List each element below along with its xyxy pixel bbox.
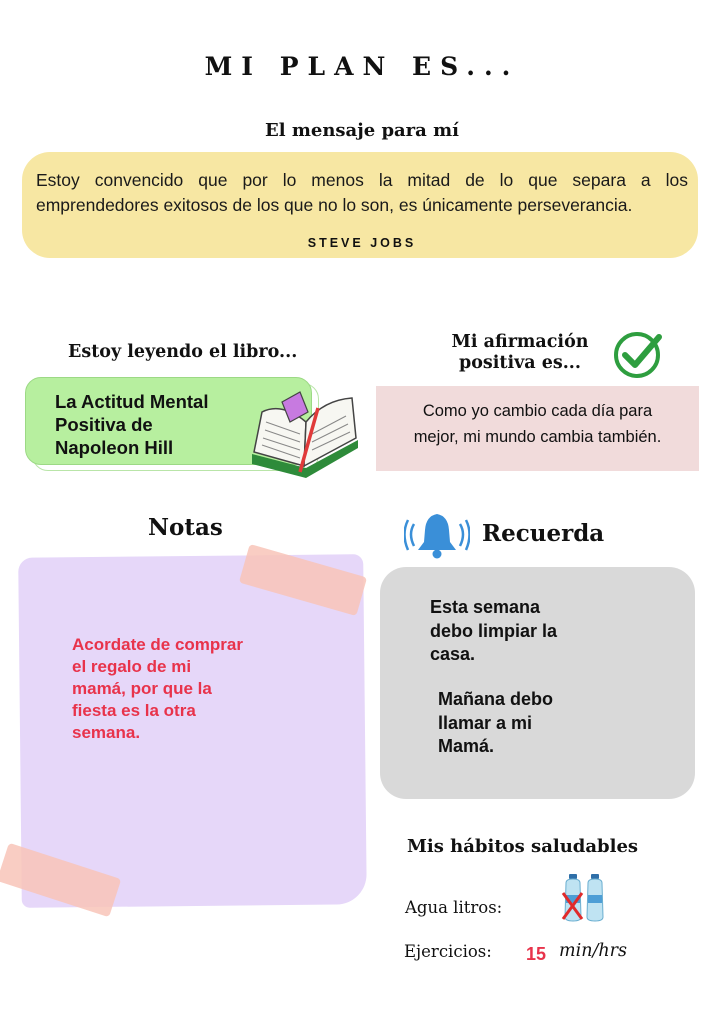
quote-author: STEVE JOBS bbox=[307, 236, 417, 250]
reminder-heading: Recuerda bbox=[482, 520, 605, 547]
book-title bbox=[55, 390, 275, 459]
affirmation-heading-line-2: positiva es... bbox=[458, 353, 581, 373]
affirmation-heading-line-1: Mi afirmación bbox=[451, 332, 589, 352]
page-title: MI PLAN ES... bbox=[204, 52, 520, 81]
quote-line-1: Estoy convencido que por lo menos la mitad de lo que separa a los bbox=[36, 170, 688, 190]
reminder-item-2-line-3: Mamá. bbox=[438, 736, 495, 756]
reminder-item-1-line-1: Esta semana bbox=[430, 597, 541, 617]
notes-line-1: Acordate de comprar bbox=[72, 635, 243, 654]
quote-text bbox=[36, 168, 688, 218]
reminder-item-1-line-3: casa. bbox=[430, 644, 476, 664]
reminder-item-2 bbox=[438, 688, 553, 759]
affirmation-heading bbox=[430, 332, 610, 374]
exercise-value: 15 bbox=[526, 944, 547, 964]
open-book-icon bbox=[248, 382, 362, 490]
water-label: Agua litros: bbox=[405, 898, 503, 917]
reminder-item-2-line-2: llamar a mi bbox=[438, 712, 533, 733]
exercise-unit: min/hrs bbox=[559, 941, 627, 961]
affirmation-text bbox=[376, 398, 699, 450]
book-title-line-2: Positiva de bbox=[55, 414, 153, 435]
notes-heading: Notas bbox=[148, 514, 223, 541]
reminder-item-1-line-2: debo limpiar la bbox=[430, 620, 558, 641]
notes-line-2: el regalo de mi bbox=[72, 657, 192, 676]
notes-line-3: mamá, por que la bbox=[72, 679, 212, 698]
check-circle-icon bbox=[613, 329, 665, 379]
book-heading: Estoy leyendo el libro... bbox=[68, 342, 298, 362]
habits-heading: Mis hábitos saludables bbox=[407, 836, 639, 857]
reminder-item-1 bbox=[430, 596, 557, 667]
notes-line-5: semana. bbox=[72, 723, 141, 742]
water-bottle-icon bbox=[560, 873, 608, 923]
book-title-line-1: La Actitud Mental bbox=[55, 391, 209, 412]
affirmation-text-line-2: mejor, mi mundo cambia también. bbox=[413, 428, 662, 446]
exercise-label: Ejercicios: bbox=[404, 942, 492, 961]
notes-text bbox=[72, 634, 302, 744]
affirmation-text-line-1: Como yo cambio cada día para bbox=[422, 402, 653, 420]
quote-line-2: emprendedores exitosos de los que no lo son, es únicamente perseverancia. bbox=[36, 195, 633, 215]
message-heading: El mensaje para mí bbox=[265, 120, 459, 141]
bell-icon bbox=[404, 510, 470, 560]
reminder-item-2-line-1: Mañana debo bbox=[438, 689, 554, 709]
book-title-line-3: Napoleon Hill bbox=[55, 437, 174, 458]
notes-line-4: fiesta es la otra bbox=[72, 701, 196, 720]
